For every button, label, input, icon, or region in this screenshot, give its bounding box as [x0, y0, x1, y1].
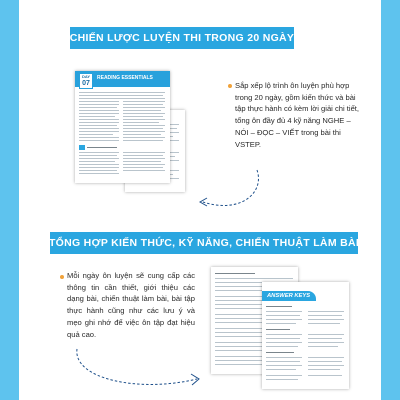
- section2-bullet-dot-icon: [60, 275, 64, 279]
- day-label: DAY: [81, 74, 91, 79]
- answer-keys-tag: ANSWER KEYS: [262, 291, 316, 301]
- content-card: [19, 0, 381, 400]
- day-badge: [79, 73, 93, 89]
- day-number: 07: [82, 80, 90, 87]
- section1-description: Sắp xếp lộ trình ôn luyện phù hợp trong 20 ngày, gồm kiến thức và bài tập thực hành có kèm lời giải chi tiết, tổng ôn đầy đủ 4 kỹ năng NGHE – NÓI – ĐỌC – VIẾT trong bài thi VSTEP.: [235, 81, 360, 149]
- section1-bullet-dot-icon: [228, 84, 232, 88]
- page-heading: READING ESSENTIALS: [97, 75, 153, 81]
- section2-dashed-arrow-icon: [69, 345, 219, 393]
- section2-book-page-front: [262, 282, 349, 389]
- section2-title: TỔNG HỢP KIẾN THỨC, KỸ NĂNG, CHIẾN THUẬT LÀM BÀI: [50, 232, 358, 254]
- section1-title: CHIẾN LƯỢC LUYỆN THI TRONG 20 NGÀY: [70, 27, 294, 49]
- section1-dashed-arrow-icon: [185, 168, 275, 218]
- section2-description: Mỗi ngày ôn luyện sẽ cung cấp các thông tin cần thiết, giới thiệu các dạng bài, chiến thuật làm bài, bài tập thực hành cũng như các lưu ý và mẹo ghi nhớ để việc ôn tập đạt hiệu quả cao.: [67, 271, 195, 339]
- section1-book-page-front: [75, 71, 170, 183]
